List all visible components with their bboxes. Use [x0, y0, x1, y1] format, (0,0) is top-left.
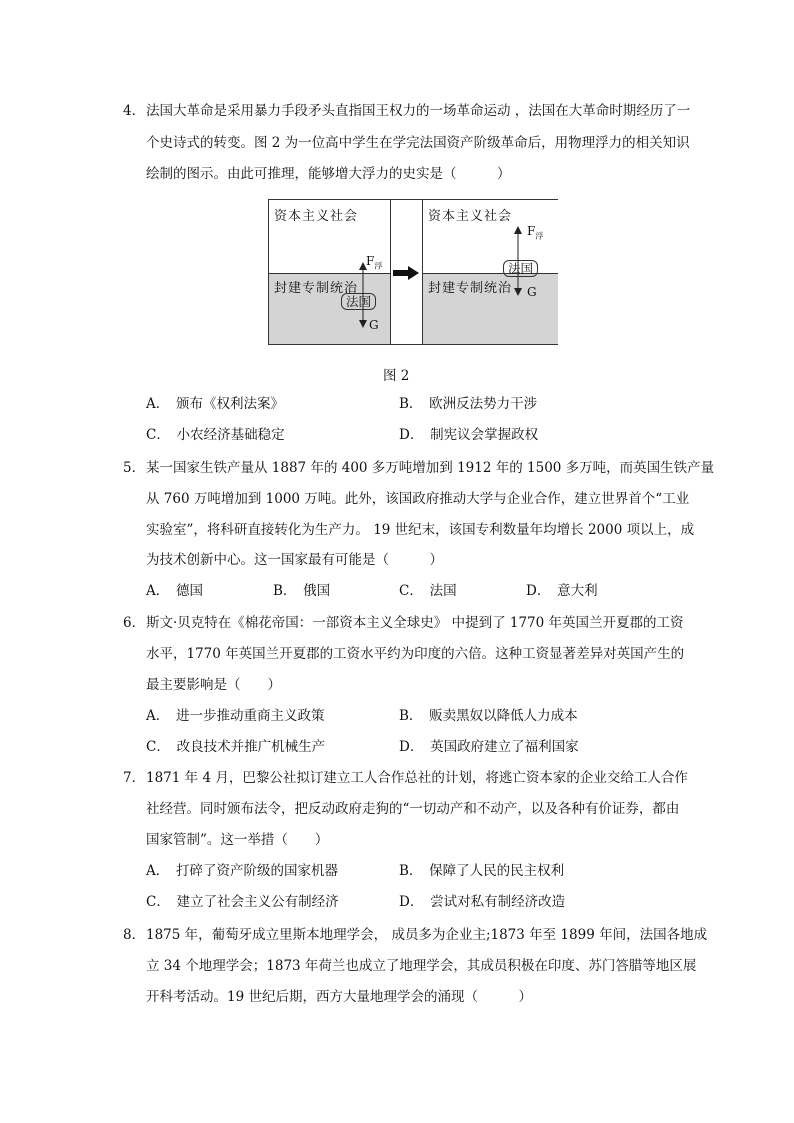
option-a[interactable]: A． 德国 — [146, 583, 203, 599]
left-lower-label: 封建专制统治 — [274, 281, 359, 296]
option-d[interactable]: D． 意大利 — [526, 583, 598, 599]
buoyancy-force-label: $F_浮$ — [527, 224, 544, 241]
question-text-line: 为技术创新中心。这一国家最有可能是（ ） — [146, 552, 443, 568]
question-text-line: 从 760 万吨增加到 1000 万吨。此外，该国政府推动大学与企业合作，建立世界首个“工业 — [146, 491, 690, 507]
option-a[interactable]: A． 打碎了资产阶级的国家机器 — [146, 863, 338, 879]
option-d[interactable]: D． 英国政府建立了福利国家 — [399, 739, 579, 755]
option-b[interactable]: B． 俄国 — [273, 583, 331, 599]
left-upper-label: 资本主义社会 — [274, 209, 359, 224]
question-text-line: 1875 年，葡萄牙成立里斯本地理学会， 成员多为企业主;1873 年至 1899 年间，法国各地成 — [146, 927, 708, 943]
question-text-line: 绘制的图示。由此可推理，能够增大浮力的史实是（ ） — [146, 166, 511, 182]
question-text-line: 实验室”，将科研直接转化为生产力。 19 世纪末，该国专利数量年均增长 2000 项以上，成 — [146, 522, 695, 538]
option-b[interactable]: B． 贩卖黑奴以降低人力成本 — [399, 708, 578, 724]
question-number: 7． — [123, 770, 146, 786]
question-text-line: 某一国家生铁产量从 1887 年的 400 多万吨增加到 1912 年的 1500 多万吨，而英国生铁产量 — [146, 460, 715, 476]
option-b[interactable]: B． 欧洲反法势力干涉 — [399, 396, 538, 412]
question-text-line: 水平，1770 年英国兰开夏郡的工资水平约为印度的六倍。这种工资显著差异对英国产生的 — [146, 646, 685, 662]
question-text-line: 社经营。同时颁布法令，把反动政府走狗的“一切动产和不动产，以及各种有价证券，都由 — [146, 801, 680, 817]
question-text-line: 最主要影响是（ ） — [146, 677, 281, 693]
question-text-line: 法国大革命是采用暴力手段矛头直指国王权力的一场革命运动 ，法国在大革命时期经历了一 — [146, 103, 691, 119]
question-text-line: 开科考活动。19 世纪后期，西方大量地理学会的涌现（ ） — [146, 989, 532, 1005]
force-arrows-icon — [357, 260, 369, 330]
buoyancy-diagram — [268, 199, 558, 345]
question-text-line: 国家管制”。这一举措（ ） — [146, 832, 329, 848]
question-text-line: 个史诗式的转变。图 2 为一位高中学生在学完法国资产阶级革命后，用物理浮力的相关知识 — [146, 135, 690, 151]
option-a[interactable]: A． 颁布《权利法案》 — [146, 396, 284, 412]
option-b[interactable]: B． 保障了人民的民主权利 — [399, 863, 565, 879]
option-d[interactable]: D． 尝试对私有制经济改造 — [399, 894, 566, 910]
gravity-label: G — [527, 285, 537, 299]
buoyancy-force-label: $F_浮$ — [366, 254, 383, 271]
diagram-right-panel — [422, 200, 558, 344]
option-c[interactable]: C． 建立了社会主义公有制经济 — [146, 894, 339, 910]
option-c[interactable]: C． 法国 — [399, 583, 457, 599]
figure-caption: 图 2 — [383, 368, 410, 384]
gravity-label: G — [369, 318, 379, 332]
question-number: 4． — [123, 103, 146, 119]
question-number: 6． — [123, 615, 146, 631]
right-arrow-icon — [390, 266, 422, 280]
option-c[interactable]: C． 改良技术并推广机械生产 — [146, 739, 326, 755]
right-lower-label: 封建专制统治 — [428, 281, 513, 296]
france-box: 法国 — [341, 293, 376, 310]
france-box: 法国 — [503, 260, 538, 277]
question-text-line: 斯文·贝克特在《棉花帝国：一部资本主义全球史》 中提到了 1770 年英国兰开夏郡的工资 — [146, 615, 684, 631]
diagram-left-panel — [269, 200, 391, 344]
question-number: 8． — [123, 927, 146, 943]
option-c[interactable]: C． 小农经济基础稳定 — [146, 427, 285, 443]
right-upper-label: 资本主义社会 — [428, 209, 513, 224]
force-arrows-icon — [512, 224, 524, 298]
option-d[interactable]: D． 制宪议会掌握政权 — [399, 427, 539, 443]
option-a[interactable]: A． 进一步推动重商主义政策 — [146, 708, 325, 724]
question-text-line: 1871 年 4 月，巴黎公社拟订建立工人合作总社的计划，将逃亡资本家的企业交给工人合作 — [146, 770, 688, 786]
question-number: 5． — [123, 460, 146, 476]
question-text-line: 立 34 个地理学会；1873 年荷兰也成立了地理学会，其成员积极在印度、苏门答腊等地区展 — [146, 958, 697, 974]
